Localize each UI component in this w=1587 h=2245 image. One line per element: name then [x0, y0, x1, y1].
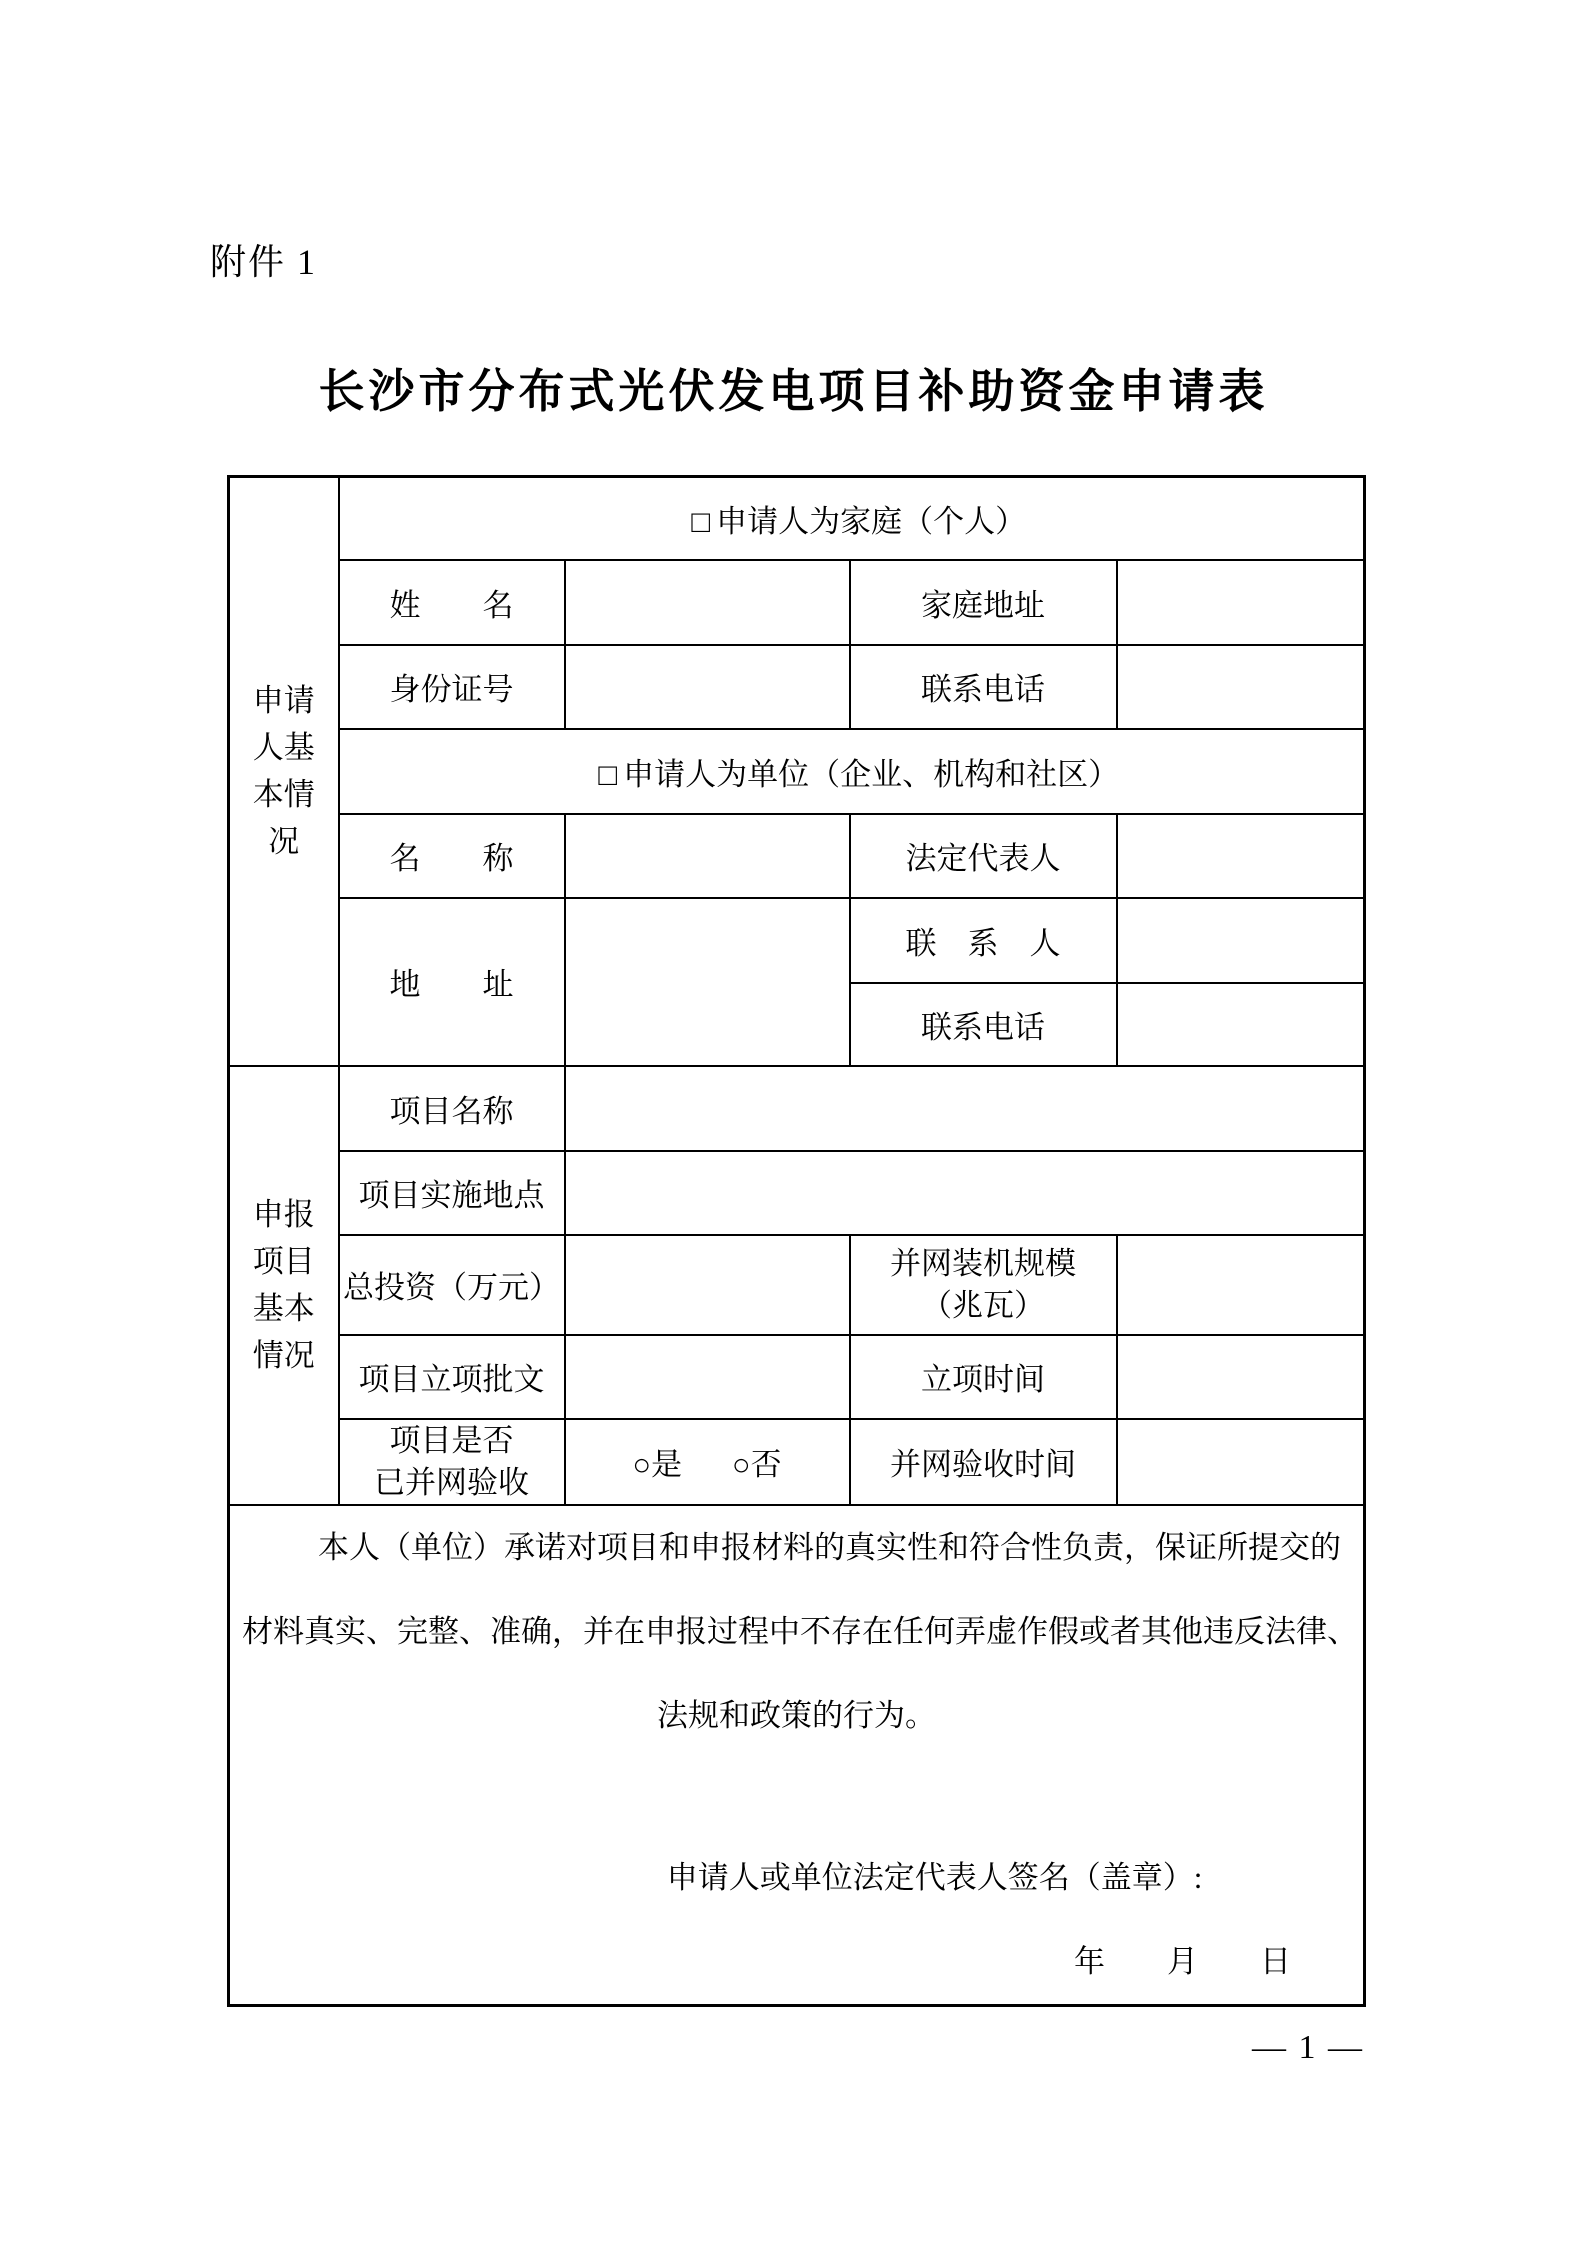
approval-doc-input[interactable] — [565, 1335, 850, 1419]
acceptance-time-label: 并网验收时间 — [850, 1419, 1117, 1505]
signature-label: 申请人或单位法定代表人签名（盖章）: — [666, 1859, 1203, 1895]
commitment-cell — [229, 1505, 1365, 2006]
grid-capacity-input[interactable] — [1117, 1235, 1365, 1335]
applicant-name-input[interactable] — [565, 560, 850, 645]
name-label: 姓 名 — [339, 560, 565, 645]
grid-accepted-label: 项目是否 已并网验收 — [339, 1419, 565, 1505]
project-location-label: 项目实施地点 — [339, 1151, 565, 1235]
radio-circle-icon: ○ — [632, 1447, 652, 1482]
contact-person-input[interactable] — [1117, 898, 1365, 983]
commitment-line: 材料真实、完整、准确，并在申报过程中不存在任何弄虚作假或者其他违反法律、 — [242, 1613, 1358, 1649]
radio-circle-icon: ○ — [731, 1447, 751, 1482]
project-name-label: 项目名称 — [339, 1066, 565, 1151]
grid-capacity-label: 并网装机规模 （兆瓦） — [850, 1235, 1117, 1335]
approval-time-label: 立项时间 — [850, 1335, 1117, 1419]
unit-name-input[interactable] — [565, 814, 850, 898]
family-address-label: 家庭地址 — [850, 560, 1117, 645]
unit-address-input[interactable] — [565, 898, 850, 1066]
section-header-project-info: 申报 项目 基本 情况 — [229, 1066, 339, 1505]
grid-accepted-radio-group — [565, 1419, 850, 1505]
approval-time-input[interactable] — [1117, 1335, 1365, 1419]
commitment-line: 本人（单位）承诺对项目和申报材料的真实性和符合性负责，保证所提交的 — [318, 1529, 1342, 1565]
project-name-input[interactable] — [565, 1066, 1365, 1151]
unit-name-label: 名 称 — [339, 814, 565, 898]
approval-doc-label: 项目立项批文 — [339, 1335, 565, 1419]
grid-accepted-yes-radio[interactable]: ○是 — [632, 1447, 683, 1482]
application-form-table — [227, 475, 1366, 2007]
attachment-label: 附件 1 — [210, 242, 318, 282]
family-option-row — [339, 477, 1365, 560]
total-investment-input[interactable] — [565, 1235, 850, 1335]
grid-accepted-no-radio[interactable]: ○否 — [731, 1447, 782, 1482]
unit-applicant-checkbox[interactable]: □ — [598, 756, 618, 792]
phone-label: 联系电话 — [850, 645, 1117, 729]
legal-rep-label: 法定代表人 — [850, 814, 1117, 898]
total-investment-label: 总投资（万元） — [339, 1235, 565, 1335]
unit-contact-phone-input[interactable] — [1117, 983, 1365, 1066]
section-header-applicant-info: 申请 人基 本情 况 — [229, 477, 339, 1066]
legal-rep-input[interactable] — [1117, 814, 1365, 898]
family-address-input[interactable] — [1117, 560, 1365, 645]
acceptance-time-input[interactable] — [1117, 1419, 1365, 1505]
family-applicant-label: 申请人为家庭（个人） — [716, 503, 1027, 539]
unit-option-row — [339, 729, 1365, 814]
family-applicant-checkbox[interactable]: □ — [691, 503, 711, 539]
id-number-input[interactable] — [565, 645, 850, 729]
commitment-line: 法规和政策的行为。 — [657, 1697, 937, 1733]
contact-person-label: 联 系 人 — [850, 898, 1117, 983]
project-location-input[interactable] — [565, 1151, 1365, 1235]
unit-applicant-label: 申请人为单位（企业、机构和社区） — [623, 756, 1120, 792]
unit-contact-phone-label: 联系电话 — [850, 983, 1117, 1066]
date-label: 年 月 日 — [1074, 1943, 1292, 1979]
id-number-label: 身份证号 — [339, 645, 565, 729]
unit-address-label: 地 址 — [339, 898, 565, 1066]
page-title: 长沙市分布式光伏发电项目补助资金申请表 — [318, 365, 1269, 417]
phone-input[interactable] — [1117, 645, 1365, 729]
page-number: — 1 — — [1252, 2029, 1364, 2066]
